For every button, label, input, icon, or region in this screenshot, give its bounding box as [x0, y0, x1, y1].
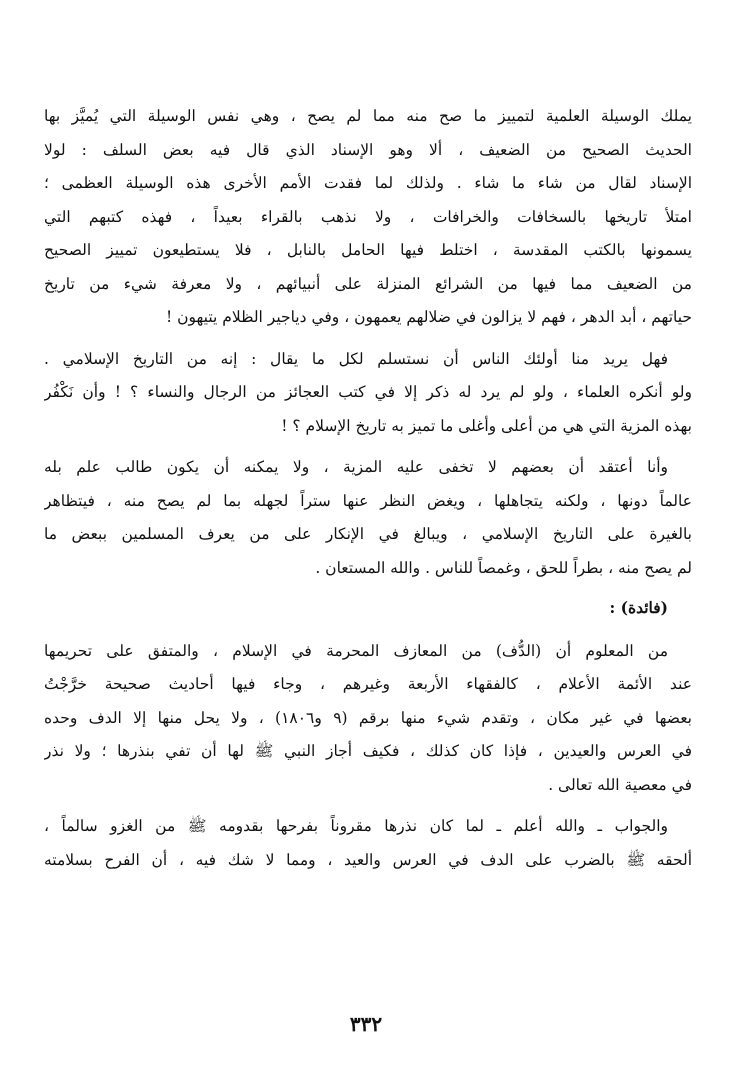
- text-line: في العرس والعيدين ، فإذا كان كذلك ، فكيف أجاز النبي ﷺ لها أن تفي بنذرها ؛ ولا نذر: [44, 742, 692, 760]
- text-line: عند الأئمة الأعلام ، كالفقهاء الأربعة وغيرهم ، وجاء فيها أحاديث صحيحة خرَّجْتُ: [44, 675, 692, 693]
- text-line: بعضها في غير مكان ، وتقدم شيء منها برقم (٩ و١٨٠٦) ، ولا يحل منها إلا الدف وحده: [44, 708, 692, 727]
- text-line: ألحقه ﷺ بالضرب على الدف في العرس والعيد ، ومما لا شك فيه ، أن الفرح بسلامته: [44, 850, 692, 869]
- page-body: [44, 100, 692, 877]
- text-line: يملك الوسيلة العلمية لتمييز ما صح منه مما لم يصح ، وهي نفس الوسيلة التي يُميَّز بها: [44, 107, 692, 125]
- text-line: من الضعيف مما فيها من الشرائع المنزلة على أنبيائهم ، ولا معرفة شيء من تاريخ: [44, 274, 692, 293]
- paragraph-1: [44, 100, 692, 335]
- text-line: الحديث الصحيح من الضعيف ، ألا وهو الإسناد الذي قال فيه بعض السلف : لولا: [44, 140, 692, 159]
- text-line: من المعلوم أن (الدُّف) من المعازف المحرمة في الإسلام ، والمتفق على تحريمها: [44, 641, 668, 660]
- text-line: امتلأ تاريخها بالسخافات والخرافات ، ولا نذهب بالقراء بعيداً ، فهذه كتبهم التي: [44, 207, 692, 226]
- text-line: ولو أنكره العلماء ، ولو لم يرد له ذكر إلا في كتب العجائز من الرجال والنساء ؟ ! وأن نَكْفُر: [44, 383, 692, 401]
- paragraph-2: [44, 343, 692, 444]
- text-line: وأنا أعتقد أن بعضهم لا تخفى عليه المزية ، ولا يمكنه أن يكون طالب علم بله: [44, 458, 668, 476]
- text-line: فهل يريد منا أولئك الناس أن نستسلم لكل ما يقال : إنه من التاريخ الإسلامي .: [44, 349, 668, 368]
- paragraph-5: [44, 810, 692, 877]
- section-heading: (فائدة) :: [609, 598, 668, 617]
- text-line: بالغيرة على التاريخ الإسلامي ، ويبالغ في الإنكار على من يعرف المسلمين ببعض ما: [44, 525, 692, 543]
- paragraph-gap: [44, 443, 692, 451]
- text-line: عالماً دونها ، ولكنه يتجاهلها ، ويغض النظر عنها ستراً لجهله بما لم يصح منه ، فيتظاهر: [44, 491, 692, 510]
- paragraph-3: [44, 451, 692, 585]
- text-line: بهذه المزية التي هي من أعلى وأغلى ما تميز به تاريخ الإسلام ؟ !: [281, 416, 692, 435]
- paragraph-4: [44, 635, 692, 803]
- text-line: حياتهم ، أبد الدهر ، فهم لا يزالون في ضلالهم يعمهون ، وفي دياجير الظلام يتيهون !: [165, 308, 692, 326]
- page-number: ٣٣٢: [349, 1012, 383, 1036]
- text-line: والجواب ـ والله أعلم ـ لما كان نذرها مقروناً بفرحها بقدومه ﷺ من الغزو سالماً ،: [44, 817, 668, 835]
- text-line: لم يصح منه ، بطراً للحق ، وغمصاً للناس . والله المستعان .: [315, 558, 692, 577]
- text-line: في معصية الله تعالى .: [548, 775, 692, 794]
- text-line: الإسناد لقال من شاء ما شاء . ولذلك لما فقدت الأمم الأخرى هذه الوسيلة العظمى ؛: [44, 174, 692, 192]
- text-line: يسمونها بالكتب المقدسة ، اختلط فيها الحامل بالنابل ، فلا يستطيعون تمييز الصحيح: [44, 241, 692, 259]
- paragraph-gap: [44, 802, 692, 810]
- paragraph-gap: [44, 335, 692, 343]
